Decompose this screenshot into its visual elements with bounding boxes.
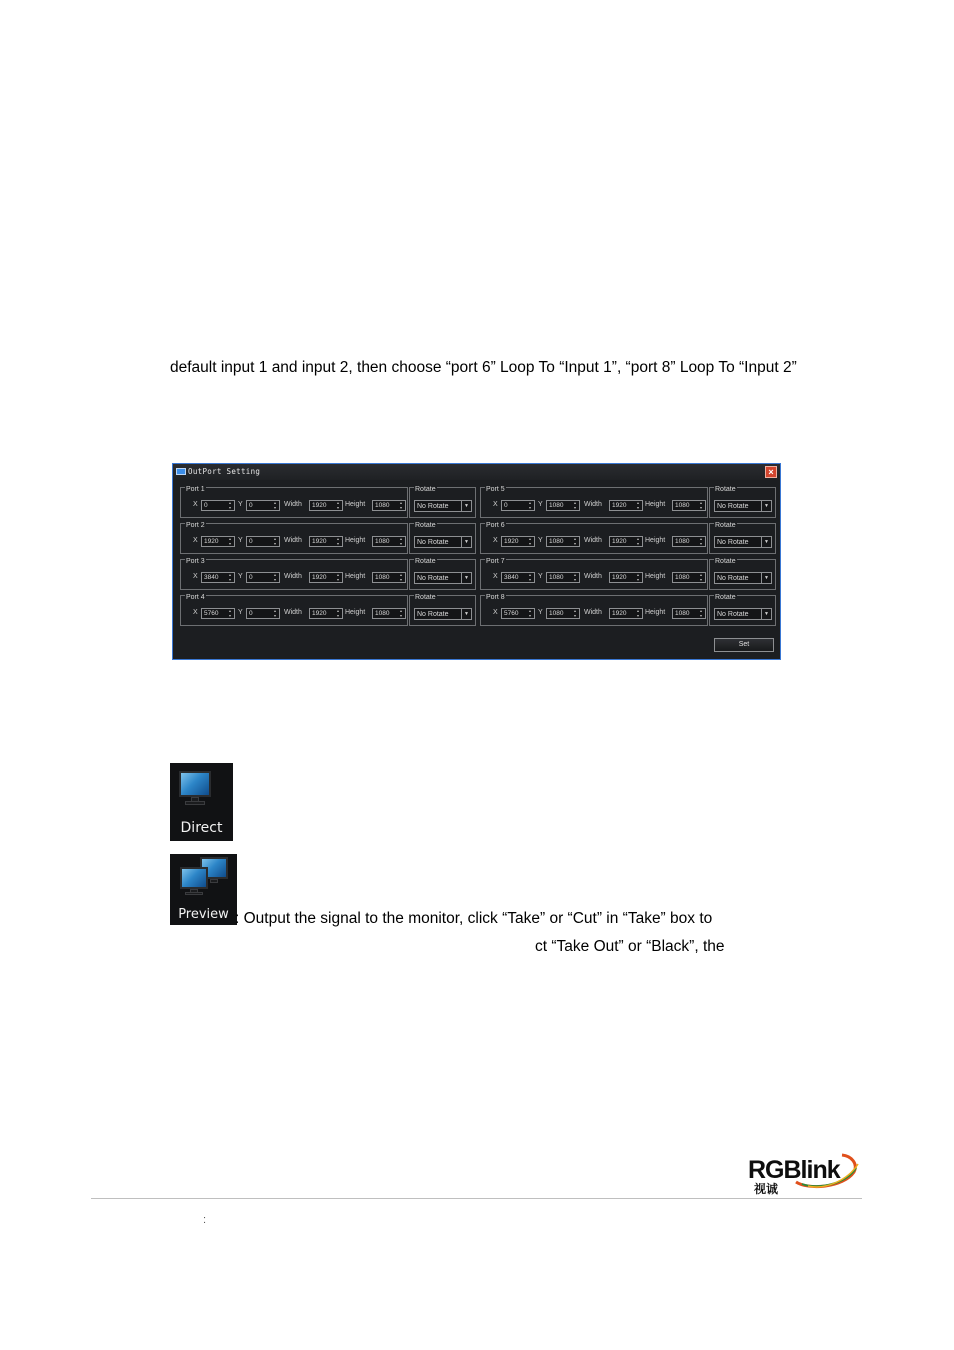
y-value: 0 <box>249 502 253 509</box>
width-label: Width <box>584 573 602 580</box>
chevron-down-icon[interactable]: ▼ <box>761 573 771 583</box>
width-spinbox[interactable] <box>309 608 343 619</box>
height-spinbox[interactable] <box>372 572 406 583</box>
y-value: 1080 <box>549 502 564 509</box>
width-label: Width <box>284 573 302 580</box>
width-value: 1920 <box>312 502 327 509</box>
logo-chinese: 视诚 <box>754 1182 779 1196</box>
spin-arrows-icon[interactable]: ▴ ▾ <box>699 608 702 618</box>
spin-arrows-icon[interactable]: ▴ ▾ <box>336 500 339 510</box>
spin-arrows-icon[interactable]: ▴ ▾ <box>399 608 402 618</box>
spin-arrows-icon[interactable]: ▴ ▾ <box>399 536 402 546</box>
rotate-value: No Rotate <box>717 503 749 510</box>
x-value: 0 <box>204 502 208 509</box>
height-label: Height <box>345 501 366 508</box>
width-spinbox[interactable] <box>609 572 643 583</box>
footer-colon: : <box>203 1214 207 1226</box>
spin-arrows-icon[interactable]: ▴ ▾ <box>273 500 276 510</box>
spin-arrows-icon[interactable]: ▴ ▾ <box>699 572 702 582</box>
y-label: Y <box>238 609 243 616</box>
width-spinbox[interactable] <box>309 500 343 511</box>
preview-description: : Output the signal to the monitor, click “Take” or “Cut” in “Take” box to <box>235 910 713 927</box>
port-group <box>180 595 408 626</box>
y-value: 0 <box>249 538 253 545</box>
rotate-value: No Rotate <box>717 539 749 546</box>
dialog-title: OutPort Setting <box>188 467 261 476</box>
x-label: X <box>493 501 498 508</box>
rgblink-logo <box>748 1152 860 1196</box>
rotate-label: Rotate <box>415 558 436 565</box>
footer-divider <box>91 1198 862 1199</box>
height-value: 1080 <box>675 538 690 545</box>
chevron-down-icon[interactable]: ▼ <box>461 537 471 547</box>
spin-arrows-icon[interactable]: ▴ ▾ <box>228 536 231 546</box>
height-label: Height <box>645 609 666 616</box>
width-spinbox[interactable] <box>309 572 343 583</box>
width-spinbox[interactable] <box>609 500 643 511</box>
spin-arrows-icon[interactable]: ▴ ▾ <box>273 536 276 546</box>
y-label: Y <box>238 501 243 508</box>
height-value: 1080 <box>375 502 390 509</box>
width-value: 1920 <box>612 538 627 545</box>
body-text-line: default input 1 and input 2, then choose “port 6” Loop To “Input 1”, “port 8” Loop To “Input 2” <box>170 359 797 376</box>
port-label: Port 8 <box>486 594 505 601</box>
spin-arrows-icon[interactable]: ▴ ▾ <box>228 500 231 510</box>
x-value: 5760 <box>204 610 219 617</box>
width-spinbox[interactable] <box>609 608 643 619</box>
width-label: Width <box>584 609 602 616</box>
rotate-select[interactable] <box>714 500 772 512</box>
rotate-group <box>409 595 476 626</box>
x-spinbox[interactable] <box>201 572 235 583</box>
spin-arrows-icon[interactable]: ▴ ▾ <box>636 572 639 582</box>
x-spinbox[interactable] <box>501 572 535 583</box>
port-group <box>180 523 408 554</box>
y-spinbox[interactable] <box>246 572 280 583</box>
y-value: 1080 <box>549 574 564 581</box>
rotate-label: Rotate <box>715 522 736 529</box>
rotate-select[interactable] <box>714 608 772 620</box>
height-label: Height <box>645 573 666 580</box>
x-spinbox[interactable] <box>201 536 235 547</box>
rotate-group <box>709 487 776 518</box>
rotate-select[interactable] <box>414 500 472 512</box>
port-label: Port 3 <box>186 558 205 565</box>
rotate-value: No Rotate <box>417 611 449 618</box>
width-value: 1920 <box>612 574 627 581</box>
spin-arrows-icon[interactable]: ▴ ▾ <box>273 608 276 618</box>
rotate-select[interactable] <box>714 536 772 548</box>
height-label: Height <box>345 573 366 580</box>
width-value: 1920 <box>612 502 627 509</box>
port-group <box>180 559 408 590</box>
width-spinbox[interactable] <box>309 536 343 547</box>
spin-arrows-icon[interactable]: ▴ ▾ <box>699 500 702 510</box>
width-label: Width <box>284 609 302 616</box>
height-spinbox[interactable] <box>672 500 706 511</box>
window-icon <box>176 468 186 475</box>
rotate-group <box>709 559 776 590</box>
rotate-group <box>709 595 776 626</box>
y-label: Y <box>538 609 543 616</box>
rotate-select[interactable] <box>414 536 472 548</box>
height-value: 1080 <box>375 574 390 581</box>
spin-arrows-icon[interactable]: ▴ ▾ <box>699 536 702 546</box>
y-spinbox[interactable] <box>546 608 580 619</box>
x-value: 5760 <box>504 610 519 617</box>
rotate-select[interactable] <box>714 572 772 584</box>
spin-arrows-icon[interactable]: ▴ ▾ <box>528 536 531 546</box>
x-label: X <box>193 609 198 616</box>
chevron-down-icon[interactable]: ▼ <box>761 609 771 619</box>
x-spinbox[interactable] <box>201 608 235 619</box>
y-label: Y <box>238 573 243 580</box>
y-spinbox[interactable] <box>246 500 280 511</box>
rotate-label: Rotate <box>715 594 736 601</box>
chevron-down-icon[interactable]: ▼ <box>461 573 471 583</box>
spin-arrows-icon[interactable]: ▴ ▾ <box>636 536 639 546</box>
x-spinbox[interactable] <box>501 608 535 619</box>
x-label: X <box>193 573 198 580</box>
chevron-down-icon[interactable]: ▼ <box>761 501 771 511</box>
width-label: Width <box>584 501 602 508</box>
height-spinbox[interactable] <box>672 536 706 547</box>
y-label: Y <box>538 501 543 508</box>
y-label: Y <box>238 537 243 544</box>
y-spinbox[interactable] <box>546 536 580 547</box>
x-label: X <box>493 537 498 544</box>
x-value: 1920 <box>504 538 519 545</box>
spin-arrows-icon[interactable]: ▴ ▾ <box>573 608 576 618</box>
port-label: Port 7 <box>486 558 505 565</box>
spin-arrows-icon[interactable]: ▴ ▾ <box>528 500 531 510</box>
x-label: X <box>193 501 198 508</box>
rotate-label: Rotate <box>715 486 736 493</box>
spin-arrows-icon[interactable]: ▴ ▾ <box>399 500 402 510</box>
chevron-down-icon[interactable]: ▼ <box>461 501 471 511</box>
spin-arrows-icon[interactable]: ▴ ▾ <box>573 500 576 510</box>
outport-setting-dialog <box>172 463 781 660</box>
height-spinbox[interactable] <box>372 608 406 619</box>
spin-arrows-icon[interactable]: ▴ ▾ <box>228 608 231 618</box>
rotate-group <box>409 559 476 590</box>
height-value: 1080 <box>675 610 690 617</box>
height-label: Height <box>645 537 666 544</box>
port-label: Port 2 <box>186 522 205 529</box>
spin-arrows-icon[interactable]: ▴ ▾ <box>528 572 531 582</box>
spin-arrows-icon[interactable]: ▴ ▾ <box>336 572 339 582</box>
spin-arrows-icon[interactable]: ▴ ▾ <box>636 500 639 510</box>
y-spinbox[interactable] <box>246 536 280 547</box>
spin-arrows-icon[interactable]: ▴ ▾ <box>336 536 339 546</box>
port-group <box>480 487 708 518</box>
rotate-group <box>409 523 476 554</box>
height-value: 1080 <box>375 610 390 617</box>
width-label: Width <box>284 501 302 508</box>
height-label: Height <box>645 501 666 508</box>
width-label: Width <box>584 537 602 544</box>
spin-arrows-icon[interactable]: ▴ ▾ <box>573 572 576 582</box>
height-spinbox[interactable] <box>672 572 706 583</box>
spin-arrows-icon[interactable]: ▴ ▾ <box>528 608 531 618</box>
width-spinbox[interactable] <box>609 536 643 547</box>
port-group <box>480 559 708 590</box>
rotate-label: Rotate <box>415 522 436 529</box>
y-label: Y <box>538 537 543 544</box>
port-group <box>480 595 708 626</box>
width-label: Width <box>284 537 302 544</box>
width-value: 1920 <box>312 538 327 545</box>
x-spinbox[interactable] <box>201 500 235 511</box>
x-value: 1920 <box>204 538 219 545</box>
port-label: Port 5 <box>486 486 505 493</box>
rotate-label: Rotate <box>415 594 436 601</box>
x-label: X <box>193 537 198 544</box>
rotate-value: No Rotate <box>417 575 449 582</box>
close-icon[interactable]: × <box>765 466 777 478</box>
spin-arrows-icon[interactable]: ▴ ▾ <box>273 572 276 582</box>
height-value: 1080 <box>675 574 690 581</box>
chevron-down-icon[interactable]: ▼ <box>461 609 471 619</box>
y-label: Y <box>538 573 543 580</box>
width-value: 1920 <box>612 610 627 617</box>
y-value: 1080 <box>549 610 564 617</box>
logo-brand: RGBlink <box>748 1156 840 1184</box>
y-value: 0 <box>249 610 253 617</box>
width-value: 1920 <box>312 610 327 617</box>
port-label: Port 4 <box>186 594 205 601</box>
chevron-down-icon[interactable]: ▼ <box>761 537 771 547</box>
x-spinbox[interactable] <box>501 536 535 547</box>
rotate-group <box>409 487 476 518</box>
rotate-value: No Rotate <box>417 539 449 546</box>
spin-arrows-icon[interactable]: ▴ ▾ <box>399 572 402 582</box>
y-spinbox[interactable] <box>246 608 280 619</box>
spin-arrows-icon[interactable]: ▴ ▾ <box>228 572 231 582</box>
rotate-select[interactable] <box>414 572 472 584</box>
height-spinbox[interactable] <box>372 500 406 511</box>
port-group <box>480 523 708 554</box>
rotate-group <box>709 523 776 554</box>
x-label: X <box>493 573 498 580</box>
x-spinbox[interactable] <box>501 500 535 511</box>
height-spinbox[interactable] <box>672 608 706 619</box>
rotate-value: No Rotate <box>417 503 449 510</box>
height-value: 1080 <box>375 538 390 545</box>
spin-arrows-icon[interactable]: ▴ ▾ <box>573 536 576 546</box>
spin-arrows-icon[interactable]: ▴ ▾ <box>336 608 339 618</box>
direct-icon <box>170 763 233 841</box>
direct-caption: Direct <box>180 820 223 836</box>
height-value: 1080 <box>675 502 690 509</box>
x-label: X <box>493 609 498 616</box>
preview-caption: Preview <box>178 907 229 922</box>
height-spinbox[interactable] <box>372 536 406 547</box>
port-group <box>180 487 408 518</box>
rotate-select[interactable] <box>414 608 472 620</box>
preview-icon <box>170 854 237 925</box>
height-label: Height <box>345 609 366 616</box>
x-value: 0 <box>504 502 508 509</box>
width-value: 1920 <box>312 574 327 581</box>
rotate-value: No Rotate <box>717 611 749 618</box>
x-value: 3840 <box>204 574 219 581</box>
preview-description-continued: ct “Take Out” or “Black”, the <box>535 938 725 955</box>
rotate-label: Rotate <box>415 486 436 493</box>
x-value: 3840 <box>504 574 519 581</box>
y-spinbox[interactable] <box>546 572 580 583</box>
height-label: Height <box>345 537 366 544</box>
port-label: Port 1 <box>186 486 205 493</box>
port-label: Port 6 <box>486 522 505 529</box>
rotate-label: Rotate <box>715 558 736 565</box>
set-button[interactable]: Set <box>714 638 774 652</box>
dialog-titlebar <box>173 464 780 480</box>
spin-arrows-icon[interactable]: ▴ ▾ <box>636 608 639 618</box>
y-value: 0 <box>249 574 253 581</box>
rotate-value: No Rotate <box>717 575 749 582</box>
y-value: 1080 <box>549 538 564 545</box>
y-spinbox[interactable] <box>546 500 580 511</box>
